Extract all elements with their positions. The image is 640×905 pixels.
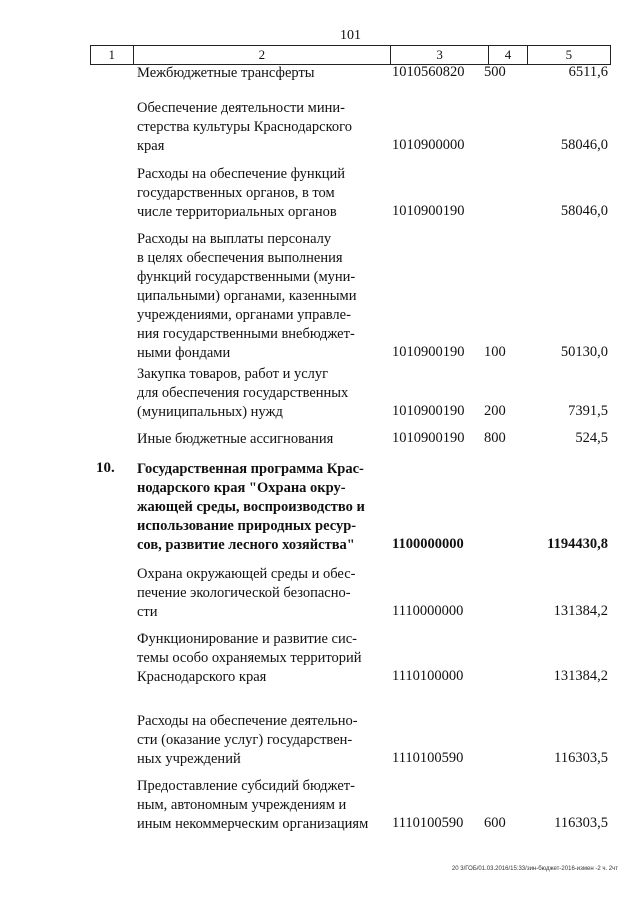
description-line: Расходы на обеспечение деятельно- [137,713,358,729]
row-code: 1010900000 [392,137,465,153]
description-line: Государственная программа Крас- [137,461,364,477]
description-line: числе территориальных органов [137,204,337,220]
row-code: 1110100590 [392,750,464,766]
row-amount: 116303,5 [554,815,608,831]
description-line: функций государственными (муни- [137,269,356,285]
description-line: иным некоммерческим организациям [137,816,369,832]
description-line: для обеспечения государственных [137,385,349,401]
row-amount: 131384,2 [553,603,608,619]
footer-note: 20 3/ГОБ/01.03.2016/15:33/зин-бюджет-2016-измен -2 ч. 2чт [451,866,618,872]
description-line: сов, развитие лесного хозяйства" [137,537,355,553]
header-col-4: 4 [489,46,528,64]
row-description [137,565,375,622]
header-col-3: 3 [391,46,489,64]
page-number: 101 [340,28,361,43]
description-line: учреждениями, органами управле- [137,307,351,323]
row-expense-type: 100 [484,344,506,360]
row-description [137,165,375,222]
header-col-5: 5 [528,46,611,64]
description-line: в целях обеспечения выполнения [137,250,343,266]
table-header [90,45,611,65]
row-code: 1110000000 [392,603,464,619]
row-code: 1010900190 [392,203,465,219]
description-line: сти [137,604,158,620]
row-number: 10. [96,460,115,476]
description-line: Расходы на выплаты персоналу [137,231,332,247]
row-description [137,712,375,769]
description-line: использование природных ресур- [137,518,357,534]
description-line: края [137,138,165,154]
row-amount: 131384,2 [553,668,608,684]
description-line: ными фондами [137,345,231,361]
description-line: ния государственными внебюджет- [137,326,355,342]
description-line: Предоставление субсидий бюджет- [137,778,355,794]
description-line: жающей среды, воспроизводство и [137,499,365,515]
row-amount: 524,5 [575,430,608,446]
row-expense-type: 800 [484,430,506,446]
row-amount: 50130,0 [560,344,608,360]
row-description [137,365,375,422]
description-line: государственных органов, в том [137,185,335,201]
description-line: ным, автономным учреждениям и [137,797,347,813]
row-code: 1010900190 [392,344,465,360]
description-line: Закупка товаров, работ и услуг [137,366,329,382]
header-col-2: 2 [134,46,392,64]
row-amount: 1194430,8 [547,536,608,552]
row-code: 1010900190 [392,430,465,446]
description-line: нодарского края "Охрана окру- [137,480,346,496]
description-line: ных учреждений [137,751,241,767]
description-line: темы особо охраняемых территорий [137,650,362,666]
description-line: сти (оказание услуг) государствен- [137,732,353,748]
row-description [137,460,375,555]
row-amount: 58046,0 [560,203,608,219]
row-amount: 58046,0 [560,137,608,153]
description-line: Функционирование и развитие сис- [137,631,357,647]
row-code: 1010560820 [392,64,465,80]
description-line: Иные бюджетные ассигнования [137,431,334,447]
row-description [137,430,375,449]
description-line: стерства культуры Краснодарского [137,119,352,135]
row-code: 1110100590 [392,815,464,831]
description-line: Охрана окружающей среды и обес- [137,566,356,582]
description-line: Краснодарского края [137,669,267,685]
row-expense-type: 600 [484,815,506,831]
description-line: Межбюджетные трансферты [137,65,315,81]
description-line: Обеспечение деятельности мини- [137,100,345,116]
row-description [137,230,375,363]
description-line: ципальными) органами, казенными [137,288,357,304]
row-amount: 116303,5 [554,750,608,766]
row-expense-type: 500 [484,64,506,80]
row-description [137,630,375,687]
row-expense-type: 200 [484,403,506,419]
row-description [137,99,375,156]
description-line: (муниципальных) нужд [137,404,283,420]
row-code: 1100000000 [392,536,464,552]
row-amount: 7391,5 [568,403,608,419]
row-code: 1010900190 [392,403,465,419]
row-code: 1110100000 [392,668,464,684]
row-description [137,777,375,834]
row-amount: 6511,6 [568,64,608,80]
row-description [137,64,375,83]
description-line: Расходы на обеспечение функций [137,166,346,182]
description-line: печение экологической безопасно- [137,585,351,601]
header-col-1: 1 [91,46,134,64]
